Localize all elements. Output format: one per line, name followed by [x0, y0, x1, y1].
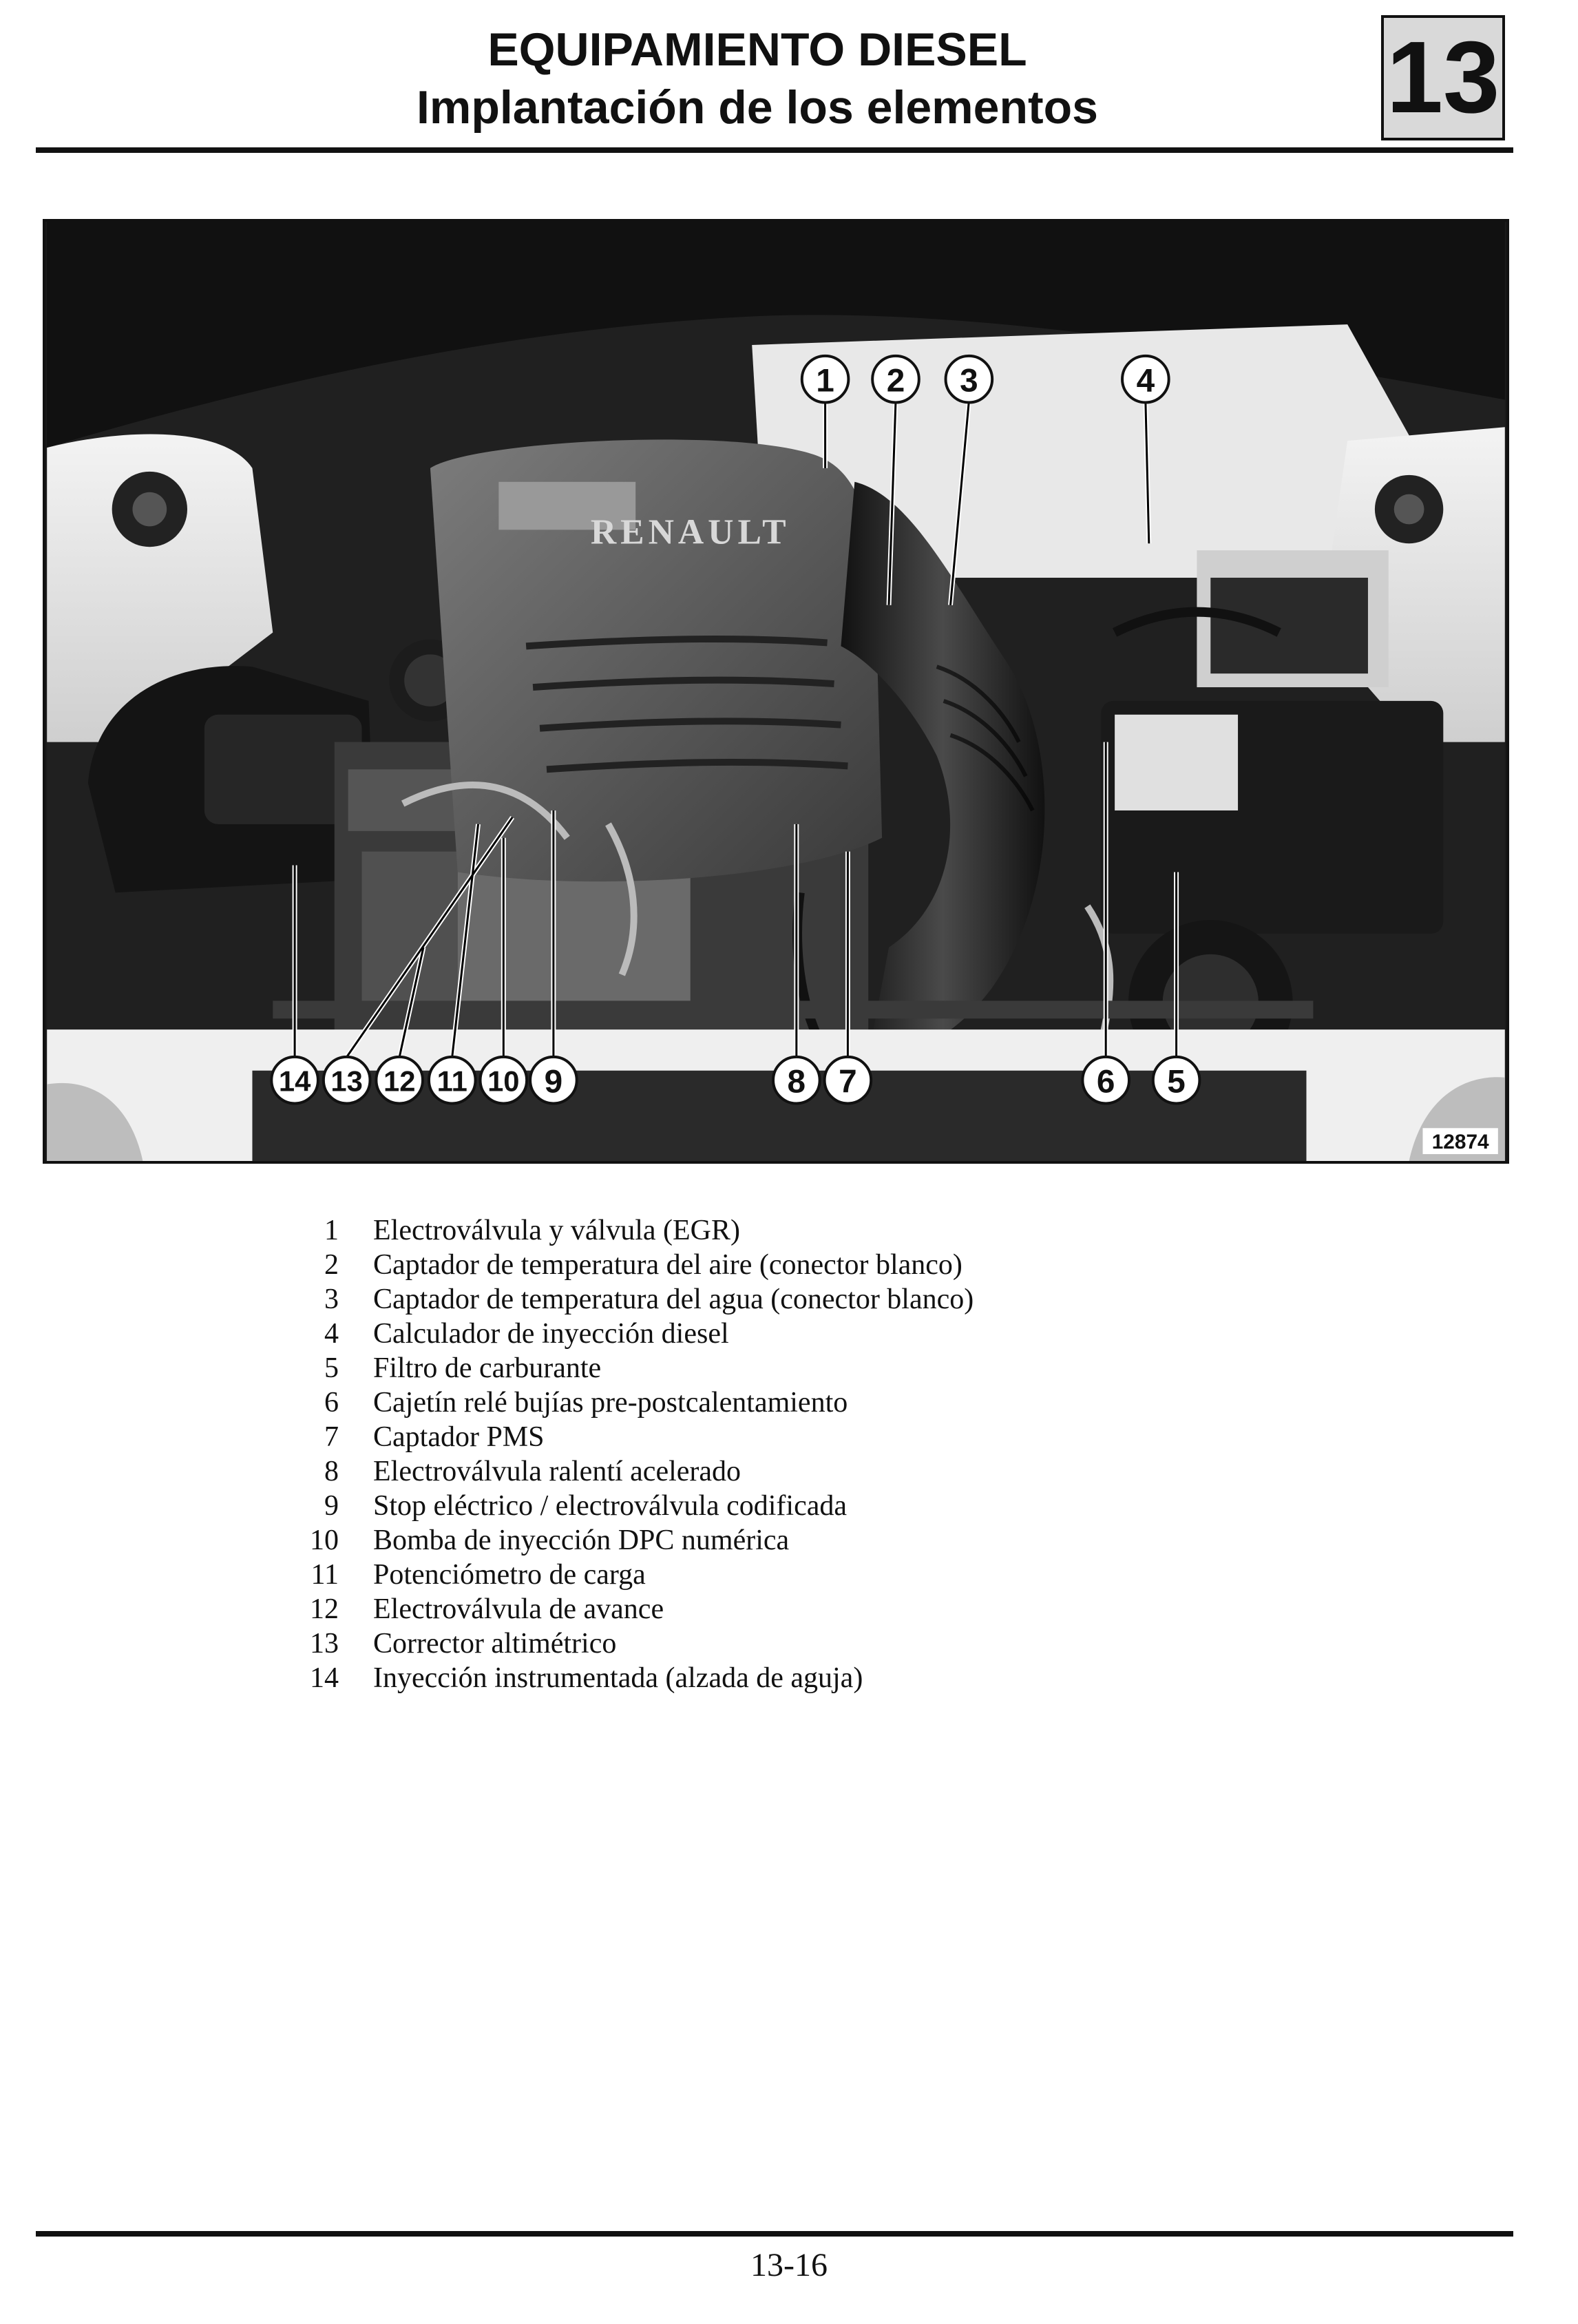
legend-description: Stop eléctrico / electroválvula codificada — [373, 1490, 848, 1522]
svg-text:1: 1 — [816, 362, 834, 399]
legend-item — [289, 1282, 1253, 1317]
callout-14 — [271, 1057, 318, 1104]
legend-item — [289, 1213, 1253, 1248]
callout-1 — [802, 356, 849, 403]
legend-item — [289, 1489, 1253, 1523]
legend-number: 4 — [324, 1318, 339, 1350]
svg-text:8: 8 — [787, 1063, 806, 1100]
legend-number: 2 — [324, 1249, 339, 1281]
legend-number: 6 — [324, 1387, 339, 1419]
title-line-2: Implantación de los elementos — [416, 81, 1099, 134]
legend-item — [289, 1661, 1253, 1695]
legend-description: Electroválvula y válvula (EGR) — [373, 1215, 740, 1246]
legend-description: Captador PMS — [373, 1421, 545, 1453]
legend-description: Filtro de carburante — [373, 1352, 602, 1384]
legend-item — [289, 1626, 1253, 1661]
callout-12 — [376, 1057, 423, 1104]
svg-text:12: 12 — [383, 1065, 416, 1098]
callout-9 — [530, 1057, 577, 1104]
svg-text:10: 10 — [487, 1065, 520, 1098]
footer-divider — [36, 2231, 1513, 2237]
header-divider — [36, 147, 1513, 153]
svg-text:4: 4 — [1136, 362, 1155, 399]
legend-description: Electroválvula ralentí acelerado — [373, 1456, 741, 1487]
legend-number: 7 — [324, 1421, 339, 1453]
legend-number: 13 — [310, 1628, 339, 1660]
legend-description: Captador de temperatura del aire (conector blanco) — [373, 1249, 962, 1281]
callout-3 — [946, 356, 993, 403]
legend-item — [289, 1385, 1253, 1420]
legend-item — [289, 1351, 1253, 1385]
chapter-number-box: 13 — [1381, 15, 1505, 140]
legend-description: Calculador de inyección diesel — [373, 1318, 729, 1350]
engine-bay-photo — [43, 219, 1509, 1164]
legend-number: 9 — [324, 1490, 339, 1522]
svg-text:7: 7 — [839, 1063, 857, 1100]
legend-number: 12 — [310, 1593, 339, 1625]
legend-item — [289, 1317, 1253, 1351]
svg-text:13: 13 — [330, 1065, 363, 1098]
engine-bay-illustration — [45, 222, 1506, 1161]
svg-text:9: 9 — [544, 1063, 563, 1100]
callout-5 — [1153, 1057, 1200, 1104]
photo-reference-number: 12874 — [1431, 1131, 1489, 1154]
svg-text:6: 6 — [1096, 1063, 1115, 1100]
callout-11 — [429, 1057, 476, 1104]
svg-text:3: 3 — [960, 362, 978, 399]
legend-item — [289, 1454, 1253, 1489]
legend-description: Inyección instrumentada (alzada de aguja) — [373, 1662, 863, 1694]
legend-item — [289, 1420, 1253, 1454]
page-title — [179, 21, 1336, 136]
legend-number: 5 — [324, 1352, 339, 1384]
svg-text:2: 2 — [886, 362, 905, 399]
renault-logo-text: RENAULT — [590, 512, 790, 552]
component-legend — [289, 1213, 1253, 1695]
callout-7 — [825, 1057, 872, 1104]
svg-text:5: 5 — [1167, 1063, 1186, 1100]
legend-item — [289, 1523, 1253, 1558]
title-line-1: EQUIPAMIENTO DIESEL — [487, 23, 1027, 76]
legend-description: Captador de temperatura del agua (conector blanco) — [373, 1284, 974, 1315]
legend-item — [289, 1592, 1253, 1626]
callout-6 — [1082, 1057, 1129, 1104]
svg-text:11: 11 — [436, 1065, 467, 1098]
legend-description: Potenciómetro de carga — [373, 1559, 646, 1591]
svg-text:14: 14 — [278, 1065, 311, 1098]
callout-8 — [773, 1057, 820, 1104]
legend-number: 14 — [310, 1662, 339, 1694]
legend-description: Electroválvula de avance — [373, 1593, 664, 1625]
legend-number: 3 — [324, 1284, 339, 1315]
legend-number: 10 — [310, 1525, 339, 1556]
legend-description: Cajetín relé bujías pre-postcalentamiento — [373, 1387, 848, 1419]
legend-item — [289, 1248, 1253, 1282]
callout-2 — [872, 356, 919, 403]
legend-item — [289, 1558, 1253, 1592]
legend-description: Bomba de inyección DPC numérica — [373, 1525, 790, 1556]
callout-4 — [1122, 356, 1169, 403]
legend-number: 1 — [324, 1215, 339, 1246]
callout-13 — [324, 1057, 370, 1104]
legend-number: 8 — [324, 1456, 339, 1487]
callout-10 — [481, 1057, 527, 1104]
legend-number: 11 — [311, 1559, 339, 1591]
page-number: 13-16 — [750, 2247, 828, 2283]
legend-description: Corrector altimétrico — [373, 1628, 617, 1660]
